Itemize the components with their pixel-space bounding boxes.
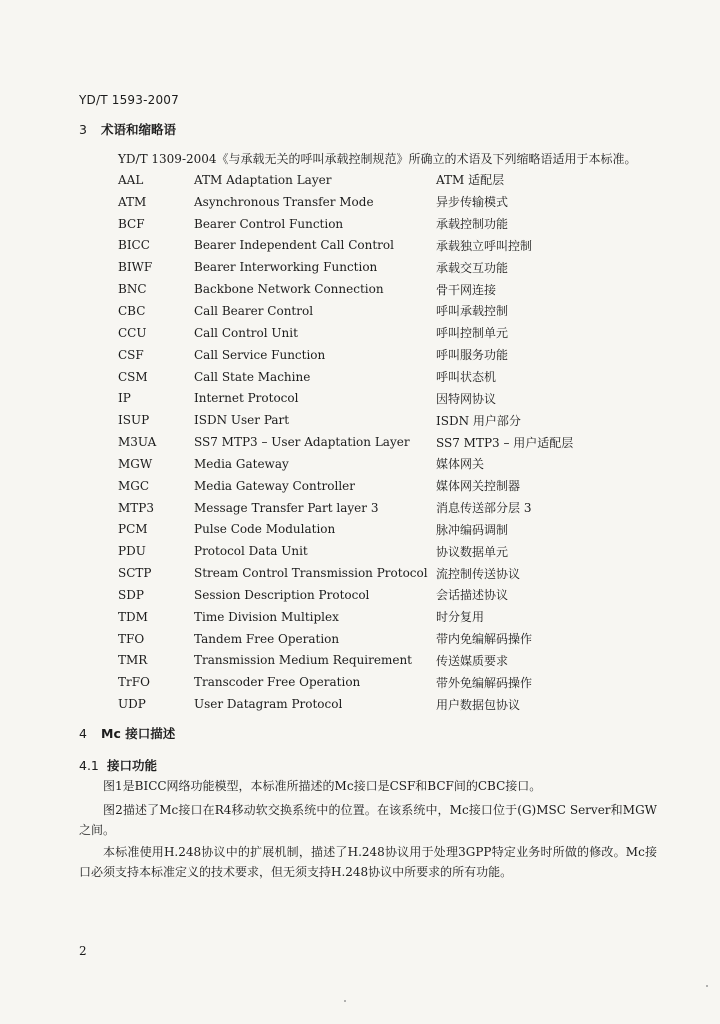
abbreviation-row — [118, 671, 658, 693]
abbreviation-row — [118, 409, 658, 431]
abbreviation-term: TFO — [118, 631, 145, 646]
abbreviation-english: SS7 MTP3 – User Adaptation Layer — [194, 435, 410, 450]
section-3-intro: YD/T 1309-2004《与承载无关的呼叫承载控制规范》所确立的术语及下列缩略语适用于本标准。 — [118, 152, 637, 166]
abbreviation-chinese: 呼叫控制单元 — [436, 326, 509, 341]
abbreviation-term: SCTP — [118, 566, 152, 581]
abbreviation-english: ISDN User Part — [194, 413, 290, 428]
abbreviation-row — [118, 540, 658, 562]
abbreviation-row — [118, 693, 658, 715]
abbreviation-row — [118, 366, 658, 388]
abbreviation-english: Transcoder Free Operation — [194, 675, 361, 690]
abbreviation-chinese: 呼叫状态机 — [436, 370, 497, 385]
abbreviation-term: BICC — [118, 238, 150, 253]
abbreviation-english: ATM Adaptation Layer — [194, 172, 332, 187]
abbreviation-row — [118, 344, 658, 366]
abbreviation-row — [118, 606, 658, 628]
abbreviation-english: Tandem Free Operation — [194, 631, 340, 646]
paragraph-3: 本标准使用H.248协议中的扩展机制，描述了H.248协议用于处理3GPP特定业务时所做的修改。Mc接口必须支持本标准定义的技术要求，但无须支持H.248协议中所要求的所有功能。 — [79, 845, 657, 879]
abbreviation-chinese: ISDN 用户部分 — [436, 413, 521, 428]
abbreviation-term: TMR — [118, 653, 148, 668]
paragraph-2: 图2描述了Mc接口在R4移动软交换系统中的位置。在该系统中，Mc接口位于(G)MSC Server和MGW之间。 — [79, 803, 657, 837]
abbreviation-english: Call Bearer Control — [194, 303, 314, 318]
abbreviation-chinese: 承载交互功能 — [436, 260, 509, 275]
abbreviation-term: CCU — [118, 325, 147, 340]
abbreviation-english: Media Gateway Controller — [194, 478, 355, 493]
abbreviation-english: Internet Protocol — [194, 391, 299, 406]
section-3-heading — [79, 120, 176, 138]
abbreviation-chinese: 会话描述协议 — [436, 588, 509, 603]
abbreviation-term: UDP — [118, 697, 146, 712]
abbreviation-term: CBC — [118, 303, 146, 318]
section-4-number: 4 — [79, 726, 87, 741]
abbreviation-row — [118, 475, 658, 497]
abbreviation-row — [118, 300, 658, 322]
abbreviation-row — [118, 191, 658, 213]
section-4-1-heading — [79, 756, 157, 774]
abbreviation-row — [118, 650, 658, 672]
abbreviation-english: Bearer Control Function — [194, 216, 344, 231]
abbreviation-chinese: 媒体网关 — [436, 457, 485, 472]
standard-code: YD/T 1593-2007 — [79, 93, 179, 107]
abbreviation-english: Pulse Code Modulation — [194, 522, 336, 537]
abbreviation-chinese: ATM 适配层 — [436, 173, 505, 188]
section-4-heading — [79, 724, 175, 742]
abbreviation-english: Protocol Data Unit — [194, 544, 308, 559]
abbreviation-chinese: 媒体网关控制器 — [436, 479, 521, 494]
abbreviation-term: IP — [118, 391, 131, 406]
abbreviation-row — [118, 562, 658, 584]
abbreviation-row — [118, 519, 658, 541]
abbreviation-chinese: 消息传送部分层 3 — [436, 501, 532, 516]
abbreviation-term: CSF — [118, 347, 144, 362]
abbreviation-chinese: 传送媒质要求 — [436, 653, 509, 668]
abbreviation-chinese: 承载独立呼叫控制 — [436, 238, 533, 253]
abbreviation-english: Message Transfer Part layer 3 — [194, 500, 379, 515]
section-4-1-number: 4.1 — [79, 758, 99, 773]
abbreviation-term: BIWF — [118, 260, 153, 275]
abbreviation-row — [118, 322, 658, 344]
abbreviation-english: User Datagram Protocol — [194, 697, 343, 712]
abbreviation-term: ISUP — [118, 413, 150, 428]
abbreviation-english: Time Division Multiplex — [194, 609, 339, 624]
abbreviation-term: TDM — [118, 609, 148, 624]
page-number: 2 — [79, 944, 87, 958]
abbreviation-chinese: 带内免编解码操作 — [436, 632, 533, 647]
abbreviation-chinese: 呼叫服务功能 — [436, 348, 509, 363]
section-4-1-title: 接口功能 — [107, 758, 158, 773]
abbreviation-row — [118, 497, 658, 519]
abbreviation-row — [118, 628, 658, 650]
abbreviation-row — [118, 235, 658, 257]
abbreviation-term: CSM — [118, 369, 148, 384]
abbreviation-row — [118, 278, 658, 300]
abbreviation-english: Bearer Interworking Function — [194, 260, 378, 275]
abbreviation-chinese: 异步传输模式 — [436, 195, 509, 210]
abbreviation-chinese: 骨干网连接 — [436, 282, 497, 297]
abbreviation-row — [118, 256, 658, 278]
abbreviation-english: Stream Control Transmission Protocol — [194, 566, 428, 581]
abbreviation-row — [118, 387, 658, 409]
section-4-title: Mc 接口描述 — [101, 726, 176, 741]
abbreviation-english: Call State Machine — [194, 369, 311, 384]
abbreviation-english: Backbone Network Connection — [194, 282, 384, 297]
abbreviation-term: AAL — [118, 172, 144, 187]
abbreviation-term: M3UA — [118, 435, 157, 450]
abbreviation-term: MGC — [118, 478, 150, 493]
abbreviation-row — [118, 431, 658, 453]
abbreviation-chinese: 因特网协议 — [436, 391, 497, 406]
abbreviation-english: Media Gateway — [194, 456, 289, 471]
abbreviation-chinese: 脉冲编码调制 — [436, 522, 509, 537]
abbreviation-term: PCM — [118, 522, 148, 537]
abbreviation-term: MTP3 — [118, 500, 154, 515]
abbreviation-term: SDP — [118, 587, 144, 602]
abbreviation-english: Asynchronous Transfer Mode — [194, 194, 374, 209]
abbreviation-chinese: SS7 MTP3 – 用户适配层 — [436, 435, 574, 450]
abbreviation-table — [118, 169, 658, 715]
abbreviation-chinese: 流控制传送协议 — [436, 566, 521, 581]
abbreviation-chinese: 协议数据单元 — [436, 544, 509, 559]
abbreviation-term: ATM — [118, 194, 147, 209]
abbreviation-english: Bearer Independent Call Control — [194, 238, 394, 253]
abbreviation-english: Call Control Unit — [194, 325, 298, 340]
abbreviation-row — [118, 169, 658, 191]
section-3-number: 3 — [79, 122, 87, 137]
abbreviation-chinese: 承载控制功能 — [436, 217, 509, 232]
abbreviation-term: PDU — [118, 544, 146, 559]
abbreviation-chinese: 用户数据包协议 — [436, 697, 521, 712]
abbreviation-term: TrFO — [118, 675, 150, 690]
abbreviation-row — [118, 453, 658, 475]
abbreviation-term: BCF — [118, 216, 145, 231]
abbreviation-english: Session Description Protocol — [194, 587, 370, 602]
abbreviation-english: Transmission Medium Requirement — [194, 653, 413, 668]
paragraph-1: 图1是BICC网络功能模型，本标准所描述的Mc接口是CSF和BCF间的CBC接口。 — [103, 779, 542, 793]
abbreviation-term: BNC — [118, 282, 147, 297]
abbreviation-english: Call Service Function — [194, 347, 326, 362]
abbreviation-chinese: 带外免编解码操作 — [436, 675, 533, 690]
scan-speck — [344, 1000, 346, 1002]
abbreviation-row — [118, 213, 658, 235]
abbreviation-term: MGW — [118, 456, 153, 471]
abbreviation-chinese: 呼叫承载控制 — [436, 304, 509, 319]
section-3-title: 术语和缩略语 — [101, 122, 177, 137]
abbreviation-chinese: 时分复用 — [436, 610, 485, 625]
scan-speck — [706, 985, 708, 987]
abbreviation-row — [118, 584, 658, 606]
